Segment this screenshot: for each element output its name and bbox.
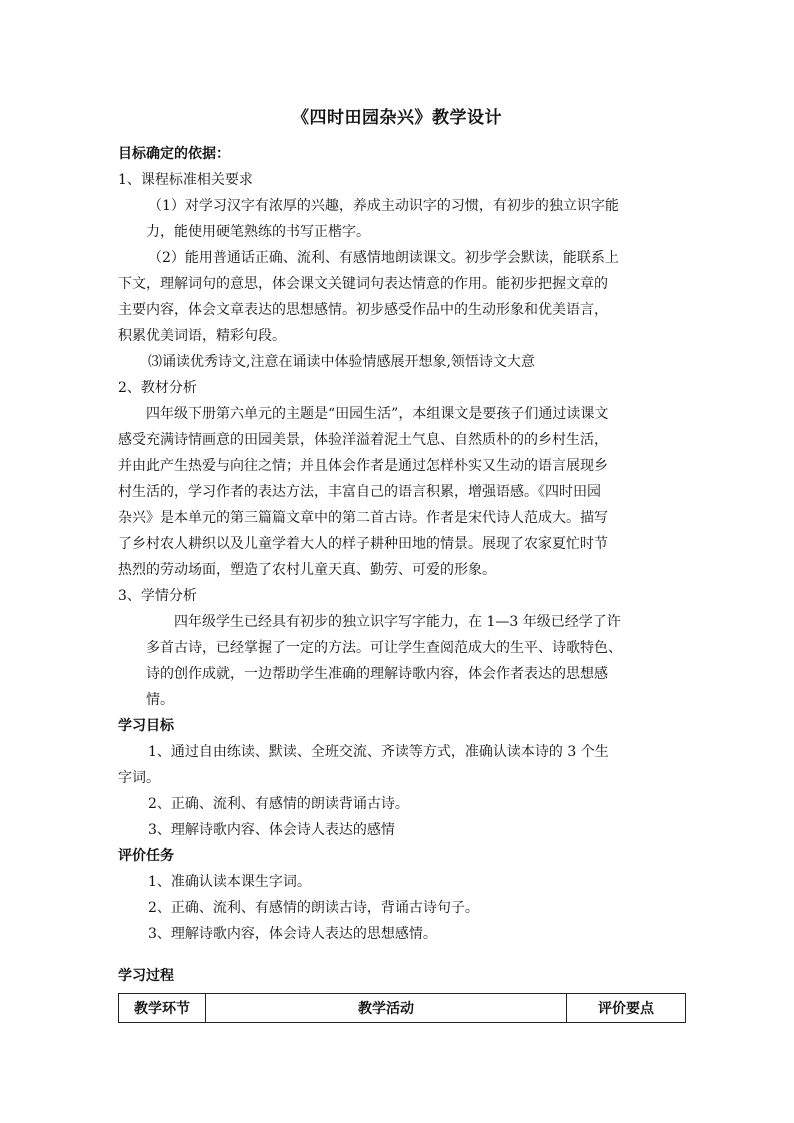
page-title: 《四时田园杂兴》教学设计 bbox=[292, 108, 502, 128]
paragraph-line: 了乡村农人耕织以及儿童学着大人的样子耕种田地的情景。展现了农家夏忙时节 bbox=[118, 536, 608, 552]
paragraph-line: 四年级学生已经具有初步的独立识字写字能力，在 1—3 年级已经学了许 bbox=[174, 614, 621, 630]
paragraph-line: 热烈的劳动场面，塑造了农村儿童天真、勤劳、可爱的形象。 bbox=[118, 562, 496, 578]
paragraph-line: 下文，理解词句的意思，体会课文关键词句表达情意的作用。能初步把握文章的 bbox=[118, 276, 608, 292]
basis-heading: 目标确定的依据： bbox=[118, 146, 230, 162]
section-heading-standards: 1、课程标准相关要求 bbox=[118, 172, 253, 188]
paragraph-line: 杂兴》是本单元的第三篇篇文章中的第二首古诗。作者是宋代诗人范成大。描写 bbox=[118, 510, 608, 526]
process-table bbox=[118, 993, 686, 1023]
goal-item: 1、通过自由练读、默读、全班交流、齐读等方式，准确认读本诗的 3 个生 bbox=[148, 744, 609, 760]
paragraph-line: 村生活的，学习作者的表达方法，丰富自己的语言积累，增强语感。《四时田园 bbox=[118, 484, 601, 500]
paragraph-line: 四年级下册第六单元的主题是“田园生活”，本组课文是要孩子们通过读课文 bbox=[146, 406, 609, 422]
evaluation-heading: 评价任务 bbox=[118, 848, 174, 864]
evaluation-item: 3、理解诗歌内容，体会诗人表达的思想感情。 bbox=[148, 926, 437, 942]
paragraph-line: 积累优美词语，精彩句段。 bbox=[118, 328, 286, 344]
table-header-cell: 评价要点 bbox=[567, 994, 686, 1023]
document-body bbox=[118, 141, 690, 1023]
paragraph-line: （2）能用普通话正确、流利、有感情地朗读课文。初步学会默读，能联系上 bbox=[148, 250, 619, 266]
paragraph-line: 诗的创作成就，一边帮助学生准确的理解诗歌内容，体会作者表达的思想感 bbox=[146, 666, 608, 682]
table-header-cell: 教学环节 bbox=[119, 994, 206, 1023]
goal-item: 字词。 bbox=[118, 770, 160, 786]
paragraph-line: 力，能使用硬笔熟练的书写正楷字。 bbox=[146, 224, 370, 240]
paragraph-line: 感受充满诗情画意的田园美景，体验洋溢着泥土气息、自然质朴的的乡村生活， bbox=[118, 432, 608, 448]
goal-item: 2、正确、流利、有感情的朗读背诵古诗。 bbox=[148, 796, 409, 812]
section-heading-materials: 2、教材分析 bbox=[118, 380, 197, 396]
paragraph-line: ⑶诵读优秀诗文,注意在诵读中体验情感展开想象,领悟诗文大意 bbox=[148, 354, 535, 370]
paragraph-line: 主要内容，体会文章表达的思想感情。初步感受作品中的生动形象和优美语言， bbox=[118, 302, 608, 318]
section-heading-students: 3、学情分析 bbox=[118, 588, 197, 604]
table-header-row bbox=[119, 994, 686, 1023]
evaluation-item: 1、准确认读本课生字词。 bbox=[148, 874, 311, 890]
paragraph-line: 并由此产生热爱与向往之情；并且体会作者是通过怎样朴实又生动的语言展现乡 bbox=[118, 458, 608, 474]
evaluation-item: 2、正确、流利、有感情的朗读古诗，背诵古诗句子。 bbox=[148, 900, 479, 916]
process-heading: 学习过程 bbox=[118, 968, 174, 984]
paragraph-line: 多首古诗，已经掌握了一定的方法。可让学生查阅范成大的生平、诗歌特色、 bbox=[146, 640, 622, 656]
goal-item: 3、理解诗歌内容、体会诗人表达的感情 bbox=[148, 822, 395, 838]
table-header-cell: 教学活动 bbox=[206, 994, 567, 1023]
paragraph-line: （1）对学习汉字有浓厚的兴趣，养成主动识字的习惯，有初步的独立识字能 bbox=[148, 198, 619, 214]
paragraph-line: 情。 bbox=[146, 692, 174, 708]
goals-heading: 学习目标 bbox=[118, 718, 174, 734]
